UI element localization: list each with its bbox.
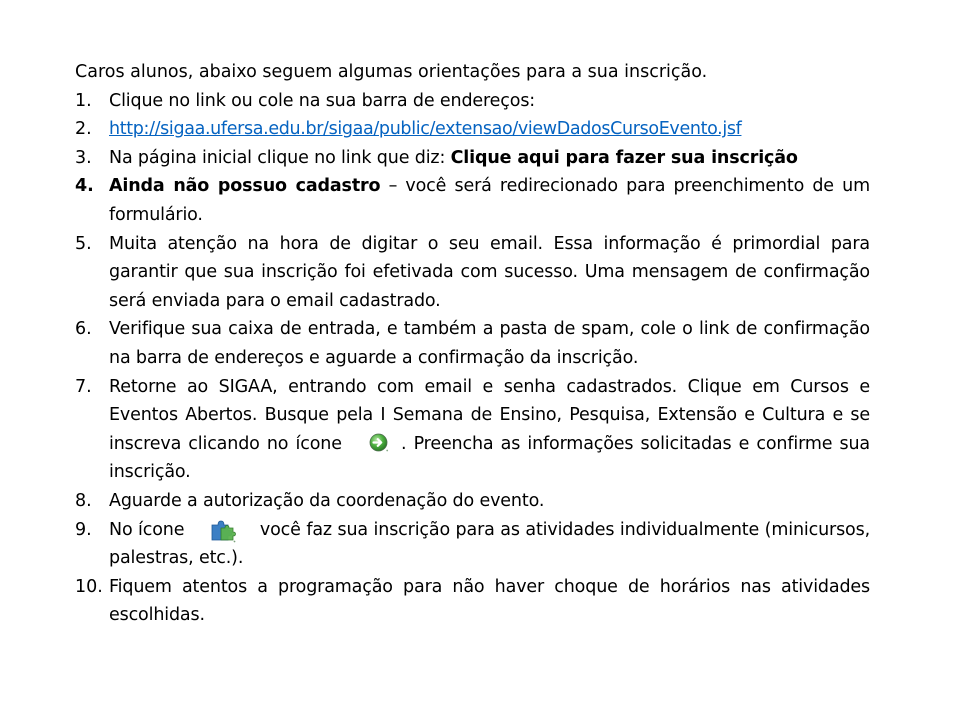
intro-text: Caros alunos, abaixo seguem algumas orientações para a sua inscrição. [75,62,708,82]
item-number: 5. [75,233,92,254]
list-item-6 [75,315,870,372]
item-text: Verifique sua caixa de entrada, e também a pasta de spam, cole o link de confirmação na barra de endereços e aguarde a confirmação da inscrição. [109,319,870,368]
item-number: 1. [75,90,92,111]
sigaa-link[interactable]: http://sigaa.ufersa.edu.br/sigaa/public/extensao/viewDadosCursoEvento.jsf [109,119,742,140]
list-item-2 [75,115,870,144]
item-number: 2. [75,119,92,140]
item-text: Aguarde a autorização da coordenação do evento. [109,490,545,511]
item-number: 10. [75,576,103,597]
puzzle-icon[interactable] [190,519,260,539]
item-number: 3. [75,147,92,168]
item-text-plain: Na página inicial clique no link que diz: [109,147,451,168]
item-text [109,115,870,144]
item-number: 6. [75,319,92,340]
list-item-4 [75,172,870,229]
list-item-7 [75,373,870,487]
item-text [109,172,870,229]
list-item-5 [75,230,870,316]
item-number: 7. [75,376,92,397]
item-number: 8. [75,490,92,511]
item-text-before: No ícone [109,519,185,540]
instructions-block [75,58,870,630]
item-text-after: você faz sua inscrição para as atividades individualmente (minicursos, palestras, etc.). [109,519,870,569]
item-text-after: . Preencha as informações solicitadas e confirme sua inscrição. [109,433,870,483]
item-text: Muita atenção na hora de digitar o seu email. Essa informação é primordial para garantir que sua inscrição foi efetivada com sucesso. Uma mensagem de confirmação será enviada para o email cadastrado. [109,233,870,311]
item-text: Clique no link ou cole na sua barra de endereços: [109,90,536,111]
item-text-bold: Ainda não possuo cadastro [109,176,381,197]
green-arrow-icon[interactable] [349,433,401,453]
item-text-before: Retorne ao SIGAA, entrando com email e senha cadastrados. Clique em Cursos e Eventos Abertos. Busque pela I Semana de Ensino, Pesquisa, Extensão e Cultura e se inscreva clicando no ícone [109,376,870,454]
item-text-plain: – você será redirecionado para preenchimento de um formulário. [109,176,870,225]
list-item-1 [75,87,870,116]
list-item-9 [75,516,870,573]
list-item-3 [75,144,870,173]
list-item-10 [75,573,870,630]
item-number: 4. [75,176,94,197]
instructions-list [75,87,870,630]
list-item-8 [75,487,870,516]
item-text [109,144,870,173]
item-text-bold: Clique aqui para fazer sua inscrição [450,147,798,168]
item-text: Fiquem atentos a programação para não haver choque de horários nas atividades escolhidas. [109,576,870,626]
item-number: 9. [75,519,92,540]
item-text [109,373,870,487]
item-text [109,516,870,573]
